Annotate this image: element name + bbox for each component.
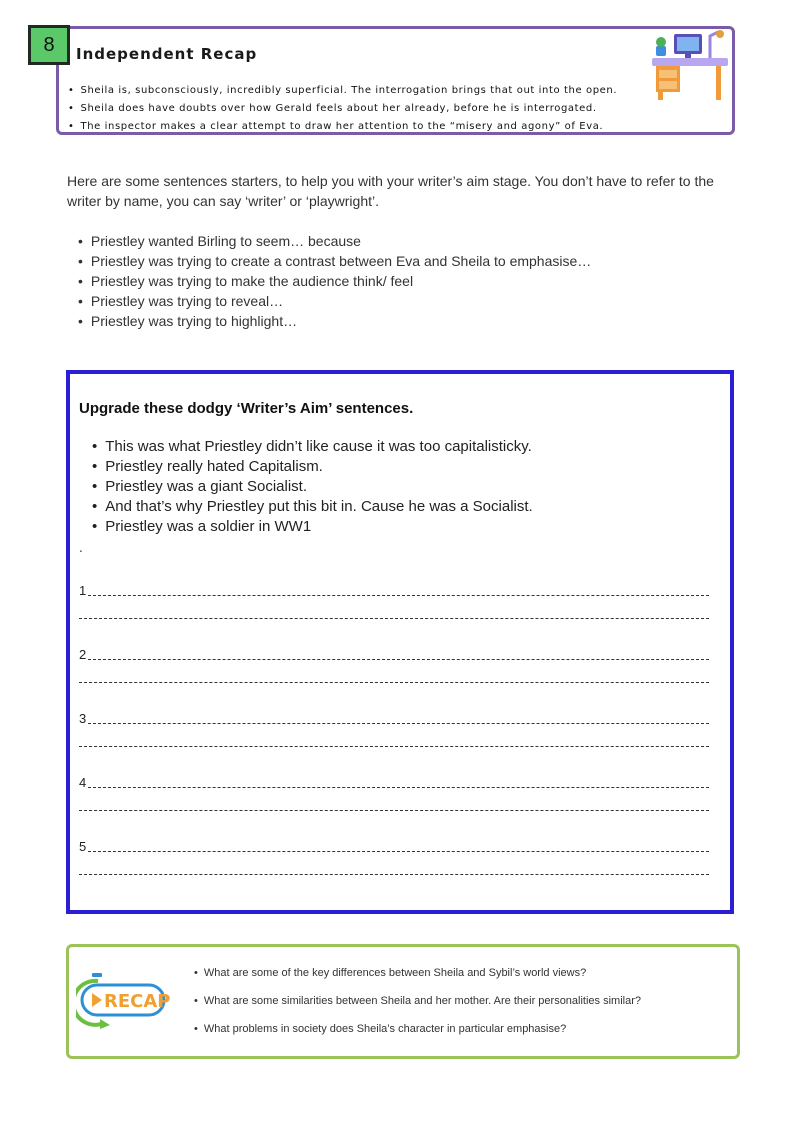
starter-item: • Priestley was trying to reveal… (78, 291, 591, 311)
starter-item: • Priestley was trying to highlight… (78, 311, 591, 331)
dodgy-sentence: • Priestley was a giant Socialist. (92, 477, 533, 497)
recap-bullet: • Sheila does have doubts over how Gerald feels about her already, before he is interrogated. (68, 100, 617, 118)
answer-line-5b[interactable] (79, 863, 709, 877)
recap-bullet: • The inspector makes a clear attempt to draw her attention to the “misery and agony” of Eva. (68, 118, 617, 136)
answer-number: 2 (79, 647, 87, 662)
recap-logo (76, 971, 170, 1029)
answer-line-1[interactable] (79, 584, 709, 598)
intro-paragraph: Here are some sentences starters, to help you with your writer’s aim stage. You don’t have to refer to the writer by name, you can say ‘writer’ or ‘playwright’. (67, 173, 714, 209)
recap-question: • What are some similarities between Sheila and her mother. Are their personalities similar? (194, 991, 641, 1019)
answer-line-3b[interactable] (79, 735, 709, 749)
stray-mark: . (79, 541, 83, 555)
dodgy-sentence: • And that’s why Priestley put this bit in. Cause he was a Socialist. (92, 497, 533, 517)
answer-line-4b[interactable] (79, 799, 709, 813)
answer-number: 5 (79, 839, 87, 854)
recap-question: • What are some of the key differences between Sheila and Sybil’s world views? (194, 963, 641, 991)
answer-number: 1 (79, 583, 87, 598)
recap-bullet-list (68, 82, 617, 136)
answer-line-4[interactable] (79, 776, 709, 790)
task-title: Upgrade these dodgy ‘Writer’s Aim’ sentences. (79, 400, 414, 417)
answer-line-2b[interactable] (79, 671, 709, 685)
recap-title: Independent Recap (76, 45, 258, 63)
answer-line-2[interactable] (79, 648, 709, 662)
recap-question-list (194, 963, 641, 1047)
dodgy-sentence: • This was what Priestley didn’t like cause it was too capitalisticky. (92, 437, 533, 457)
recap-bullet: • Sheila is, subconsciously, incredibly superficial. The interrogation brings that out into the open. (68, 82, 617, 100)
answer-line-1b[interactable] (79, 607, 709, 621)
dodgy-sentence: • Priestley was a soldier in WW1 (92, 517, 533, 537)
recap-question: • What problems in society does Sheila’s character in particular emphasise? (194, 1019, 641, 1047)
starter-item: • Priestley was trying to create a contrast between Eva and Sheila to emphasise… (78, 251, 591, 271)
dodgy-sentences-list (92, 437, 533, 537)
sentence-starters-list (78, 231, 591, 331)
starter-item: • Priestley wanted Birling to seem… because (78, 231, 591, 251)
answer-number: 4 (79, 775, 87, 790)
starter-item: • Priestley was trying to make the audience think/ feel (78, 271, 591, 291)
recap-logo-text: RECAP (104, 991, 170, 1012)
answer-line-5[interactable] (79, 840, 709, 854)
answer-line-3[interactable] (79, 712, 709, 726)
section-number-badge: 8 (28, 25, 70, 65)
dodgy-sentence: • Priestley really hated Capitalism. (92, 457, 533, 477)
answer-number: 3 (79, 711, 87, 726)
desk-icon (648, 28, 732, 102)
